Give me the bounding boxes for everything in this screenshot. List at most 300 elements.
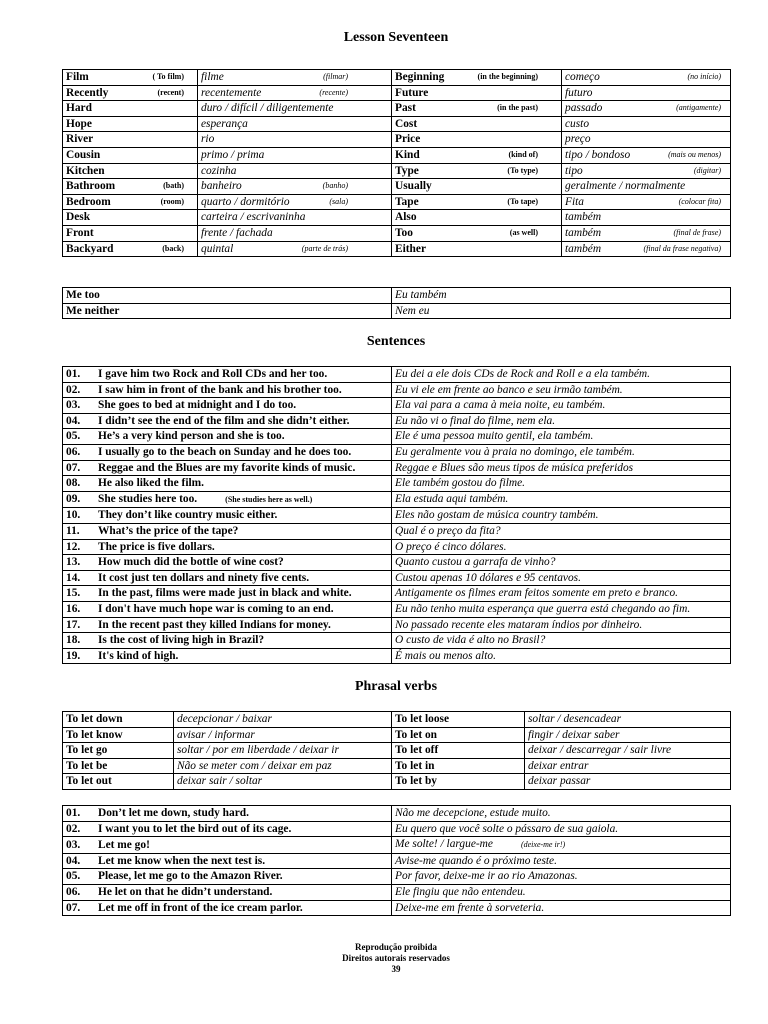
phrasal_sentences-number: 04. <box>66 854 81 867</box>
sentences-en-text: What’s the price of the tape? <box>98 524 239 537</box>
vocab-pt2-wrap <box>565 195 727 210</box>
phrasal_sentences-en <box>63 821 392 837</box>
phrasal-pt2: soltar / desencadear <box>525 712 731 728</box>
sentences-en-text: She studies here too. <box>98 492 198 505</box>
phrasal_sentences-row <box>63 806 731 822</box>
phrasal_sentences-row <box>63 900 731 916</box>
sentences-pt <box>392 367 731 383</box>
phrasal_sentences-row <box>63 869 731 885</box>
vocab-pt2-text: preço <box>565 133 591 146</box>
phrasal-en2: To let off <box>392 743 525 759</box>
vocab-pt <box>198 163 392 179</box>
phrasal_sentences-en <box>63 837 392 854</box>
vocab-en-wrap <box>66 132 194 147</box>
vocab-en-text: Front <box>66 226 94 239</box>
vocab-pt-text: frente / fachada <box>201 226 273 239</box>
vocab-en2 <box>392 147 562 163</box>
sentences-pt <box>392 539 731 555</box>
phrasal_sentences-number: 02. <box>66 822 81 835</box>
vocab-en2-wrap <box>395 242 558 257</box>
vocab-pt2-text: também <box>565 242 602 255</box>
vocab-pt2 <box>562 132 731 148</box>
phrasal_sentences-pt-hint: (deixe-me ir!) <box>520 840 566 850</box>
vocab-row <box>63 179 731 195</box>
phrasal-row <box>63 743 731 759</box>
sentences-pt <box>392 648 731 664</box>
sentences-en <box>63 539 392 555</box>
sentences-title: Sentences <box>366 334 426 349</box>
sentences-en <box>63 413 392 429</box>
vocab-row <box>63 210 731 226</box>
vocab-en-text: Hard <box>66 102 92 115</box>
vocab-en2-text: Past <box>395 102 416 115</box>
phrasal_sentences-pt-text: Me solte! / largue-me <box>395 838 493 851</box>
vocab-pt2-hint: (antigamente) <box>676 103 721 113</box>
vocab-en-hint: (back) <box>162 243 184 253</box>
sentences-pt-text: Ela vai para a cama à meia noite, eu também. <box>395 399 606 412</box>
sentences-en-text: He’s a very kind person and she is too. <box>98 430 285 443</box>
vocab-en <box>63 70 198 86</box>
vocab-pt <box>198 179 392 195</box>
vocab-en2-text: Usually <box>395 180 432 193</box>
vocab-row <box>63 85 731 101</box>
phrasal-row <box>63 774 731 790</box>
phrasal_sentences-en-text: Let me go! <box>98 838 150 851</box>
vocab-en-wrap <box>66 179 194 194</box>
vocab-pt <box>198 101 392 117</box>
vocab-pt-hint: (recente) <box>319 87 348 97</box>
vocab-en2-text: Too <box>395 226 413 239</box>
sentences-en-text: I don't have much hope war is coming to an end. <box>98 602 334 615</box>
me-en: Me too <box>63 288 392 304</box>
sentences-row <box>63 444 731 460</box>
sentences-en <box>63 444 392 460</box>
sentences-en-text: I saw him in front of the bank and his brother too. <box>98 383 342 396</box>
vocab-pt2-text: passado <box>565 102 603 115</box>
phrasal_sentences-pt <box>392 884 731 900</box>
vocab-en <box>63 194 198 210</box>
vocab-en2-hint: (To type) <box>507 165 538 175</box>
vocab-en-wrap <box>66 117 194 132</box>
sentences-row <box>63 570 731 586</box>
vocab-pt2-wrap <box>565 86 727 101</box>
vocab-pt-wrap <box>201 226 388 241</box>
vocab-row <box>63 225 731 241</box>
phrasal_sentences-en-text: He let on that he didn’t understand. <box>98 885 273 898</box>
vocab-en-text: Bathroom <box>66 180 116 193</box>
vocab-row <box>63 147 731 163</box>
phrasal-pt: Não se meter com / deixar em paz <box>174 758 392 774</box>
sentences-pt <box>392 570 731 586</box>
sentences-pt-text: Eu dei a ele dois CDs de Rock and Roll e a ela também. <box>395 368 650 380</box>
vocab-pt2 <box>562 241 731 257</box>
sentences-pt <box>392 633 731 649</box>
sentences-row <box>63 398 731 414</box>
vocab-pt2 <box>562 70 731 86</box>
me-pt: Eu também <box>392 288 731 304</box>
sentences-en-hint: (She studies here as well.) <box>225 494 313 504</box>
me-too-table <box>62 287 731 319</box>
vocab-pt2-wrap <box>565 101 727 116</box>
phrasal-pt2: deixar / descarregar / sair livre <box>525 743 731 759</box>
vocab-en2-wrap <box>395 195 558 210</box>
vocab-en2-text: Type <box>395 164 419 177</box>
vocab-pt2-hint: (digitar) <box>693 165 721 175</box>
sentences-pt-text: Ela estuda aqui também. <box>395 493 509 506</box>
sentences-en <box>63 367 392 383</box>
phrasal_sentences-pt <box>392 853 731 869</box>
phrasal_sentences-pt-text: Ele fingiu que não entendeu. <box>395 885 526 898</box>
phrasal-pt2: fingir / deixar saber <box>525 727 731 743</box>
phrasal-en: To let down <box>63 712 174 728</box>
vocab-pt <box>198 70 392 86</box>
vocab-pt-hint: (parte de trás) <box>301 243 348 253</box>
sentences-pt <box>392 413 731 429</box>
vocab-pt <box>198 241 392 257</box>
vocab-pt2-wrap <box>565 132 727 147</box>
me-en: Me neither <box>63 303 392 319</box>
vocab-en <box>63 179 198 195</box>
vocab-en2-text: Future <box>395 86 429 99</box>
vocab-pt2-text: também <box>565 226 602 239</box>
vocab-en2 <box>392 225 562 241</box>
sentences-pt-text: Qual é o preço da fita? <box>395 524 501 537</box>
sentences-pt-text: Ele também gostou do filme. <box>395 477 526 490</box>
sentences-en <box>63 633 392 649</box>
sentences-en-text: The price is five dollars. <box>98 540 215 553</box>
phrasal-en2: To let on <box>392 727 525 743</box>
phrasal-en2: To let loose <box>392 712 525 728</box>
vocab-pt-wrap <box>201 179 388 194</box>
vocab-en <box>63 163 198 179</box>
vocab-pt-text: duro / difícil / diligentemente <box>201 102 334 115</box>
sentences-number: 09. <box>66 492 81 505</box>
sentences-en-text: It cost just ten dollars and ninety five cents. <box>98 571 310 584</box>
sentences-number: 19. <box>66 649 81 662</box>
vocab-en2 <box>392 132 562 148</box>
vocab-pt2 <box>562 101 731 117</box>
sentences-pt <box>392 617 731 633</box>
phrasal_sentences-pt <box>392 869 731 885</box>
sentences-row <box>63 539 731 555</box>
vocab-en2 <box>392 85 562 101</box>
phrasal-en: To let be <box>63 758 174 774</box>
sentences-pt <box>392 508 731 524</box>
vocab-pt <box>198 147 392 163</box>
footer-line-2: Direitos autorais reservados <box>342 953 450 963</box>
vocab-pt2-text: geralmente / normalmente <box>565 180 686 193</box>
phrasal_sentences-en-text: Let me know when the next test is. <box>98 854 266 867</box>
vocab-en-wrap <box>66 101 194 116</box>
vocab-en-text: Bedroom <box>66 195 111 208</box>
sentences-pt-text: Eu não tenho muita esperança que guerra está chegando ao fim. <box>395 602 691 615</box>
sentences-row <box>63 460 731 476</box>
vocab-pt2-text: também <box>565 211 602 224</box>
vocab-pt-wrap <box>201 210 388 225</box>
vocab-en2-text: Cost <box>395 117 418 130</box>
sentences-pt-text: Eu vi ele em frente ao banco e seu irmão também. <box>395 383 623 396</box>
vocab-en2-text: Tape <box>395 195 419 208</box>
vocab-en2-hint: (To tape) <box>507 196 538 206</box>
vocab-table <box>62 69 731 257</box>
vocab-row <box>63 132 731 148</box>
sentences-row <box>63 601 731 617</box>
sentences-number: 18. <box>66 634 81 647</box>
sentences-number: 17. <box>66 618 81 631</box>
vocab-pt2-wrap <box>565 242 727 257</box>
vocab-pt-wrap <box>201 70 388 85</box>
vocab-en2-hint: (in the beginning) <box>477 72 538 81</box>
vocab-en2-wrap <box>395 117 558 132</box>
phrasal-row <box>63 727 731 743</box>
vocab-en <box>63 116 198 132</box>
vocab-pt-text: quarto / dormitório <box>201 195 290 208</box>
sentences-row <box>63 523 731 539</box>
vocab-en-wrap <box>66 226 194 241</box>
phrasal_sentences-en-text: I want you to let the bird out of its cage. <box>98 822 292 835</box>
vocab-pt2 <box>562 147 731 163</box>
vocab-en-wrap <box>66 195 194 210</box>
sentences-row <box>63 648 731 664</box>
phrasal_sentences-row <box>63 837 731 854</box>
vocab-en <box>63 210 198 226</box>
vocab-en2-wrap <box>395 148 558 163</box>
vocab-en2 <box>392 210 562 226</box>
phrasal-en2: To let in <box>392 758 525 774</box>
sentences-number: 03. <box>66 399 81 412</box>
sentences-row <box>63 617 731 633</box>
phrasal_sentences-number: 01. <box>66 807 81 819</box>
me-pt: Nem eu <box>392 303 731 319</box>
me-row <box>63 288 731 304</box>
sentences-en-text: In the past, films were made just in black and white. <box>98 587 352 600</box>
vocab-pt-text: esperança <box>201 117 248 130</box>
vocab-en-hint: (room) <box>160 196 184 206</box>
sentences-pt <box>392 476 731 492</box>
sentences-pt <box>392 429 731 445</box>
sentences-pt-text: O custo de vida é alto no Brasil? <box>395 634 546 647</box>
vocab-pt <box>198 116 392 132</box>
vocab-en-text: Film <box>66 71 89 83</box>
phrasal_sentences-en <box>63 900 392 916</box>
sentences-en-text: She goes to bed at midnight and I do too. <box>98 399 297 412</box>
phrasal-en: To let out <box>63 774 174 790</box>
sentences-en <box>63 523 392 539</box>
vocab-en2 <box>392 179 562 195</box>
vocab-en2-wrap <box>395 210 558 225</box>
sentences-en <box>63 508 392 524</box>
vocab-pt2-text: custo <box>565 117 590 130</box>
vocab-row <box>63 194 731 210</box>
vocab-pt-hint: (filmar) <box>323 72 348 81</box>
vocab-en-wrap <box>66 164 194 179</box>
phrasal_sentences-pt-text: Avise-me quando é o próximo teste. <box>395 854 557 867</box>
phrasal_sentences-pt-text: Por favor, deixe-me ir ao rio Amazonas. <box>395 870 578 883</box>
phrasal_sentences-en-text: Please, let me go to the Amazon River. <box>98 870 283 883</box>
sentences-number: 13. <box>66 556 81 569</box>
sentences-number: 04. <box>66 414 81 427</box>
sentences-en-text: Is the cost of living high in Brazil? <box>98 634 265 647</box>
vocab-en2 <box>392 194 562 210</box>
vocab-pt-wrap <box>201 195 388 210</box>
sentences-row <box>63 382 731 398</box>
vocab-en2-hint: (in the past) <box>497 103 538 113</box>
vocab-en-wrap <box>66 148 194 163</box>
vocab-pt-text: cozinha <box>201 164 237 177</box>
vocab-pt2-wrap <box>565 117 727 132</box>
vocab-pt-text: recentemente <box>201 86 262 99</box>
phrasal-pt: deixar sair / soltar <box>174 774 392 790</box>
phrasal-pt: avisar / informar <box>174 727 392 743</box>
vocab-pt-text: banheiro <box>201 180 242 193</box>
footer-line-1: Reprodução proibida <box>355 942 437 952</box>
vocab-pt2-wrap <box>565 179 727 194</box>
vocab-en2 <box>392 70 562 86</box>
sentences-number: 02. <box>66 383 81 396</box>
phrasal_sentences-pt-text: Não me decepcione, estude muito. <box>395 807 551 819</box>
sentences-row <box>63 429 731 445</box>
sentences-pt <box>392 601 731 617</box>
sentences-en-text: Reggae and the Blues are my favorite kinds of music. <box>98 461 356 474</box>
sentences-pt-text: No passado recente eles mataram índios por dinheiro. <box>395 618 643 631</box>
phrasal-pt2: deixar entrar <box>525 758 731 774</box>
vocab-en-text: Hope <box>66 117 92 130</box>
vocab-pt-wrap <box>201 242 388 257</box>
vocab-pt <box>198 194 392 210</box>
vocab-pt <box>198 85 392 101</box>
phrasal_sentences-number: 03. <box>66 838 81 851</box>
vocab-pt2-hint: (final de frase) <box>673 227 721 237</box>
vocab-en <box>63 85 198 101</box>
vocab-pt-wrap <box>201 101 388 116</box>
sentences-en-text: How much did the bottle of wine cost? <box>98 556 284 569</box>
vocab-en-wrap <box>66 70 194 85</box>
vocab-en2-text: Beginning <box>395 71 445 83</box>
vocab-en <box>63 132 198 148</box>
footer <box>62 942 730 975</box>
me-row <box>63 303 731 319</box>
vocab-pt2 <box>562 116 731 132</box>
sentences-pt-text: É mais ou menos alto. <box>395 649 496 662</box>
vocab-pt-wrap <box>201 164 388 179</box>
sentences-pt <box>392 460 731 476</box>
sentences-en <box>63 555 392 571</box>
sentences-number: 07. <box>66 461 81 474</box>
sentences-row <box>63 413 731 429</box>
sentences-number: 01. <box>66 368 81 380</box>
sentences-row <box>63 508 731 524</box>
vocab-en-wrap <box>66 210 194 225</box>
vocab-en2-text: Kind <box>395 148 420 161</box>
vocab-en2 <box>392 163 562 179</box>
vocab-pt2-hint: (no início) <box>687 72 721 81</box>
sentences-number: 12. <box>66 540 81 553</box>
sentences-pt-text: Reggae e Blues são meus tipos de música preferidos <box>395 461 634 474</box>
sentences-pt <box>392 398 731 414</box>
vocab-en2-wrap <box>395 179 558 194</box>
sentences-row <box>63 555 731 571</box>
phrasal-sentences-table <box>62 805 731 916</box>
sentences-pt-text: Eu não vi o final do filme, nem ela. <box>395 414 556 427</box>
vocab-pt2-text: futuro <box>565 86 593 99</box>
vocab-en2-hint: (kind of) <box>508 149 538 159</box>
vocab-pt-hint: (sala) <box>329 196 348 206</box>
vocab-pt2 <box>562 225 731 241</box>
sentences-number: 15. <box>66 587 81 600</box>
vocab-pt-wrap <box>201 117 388 132</box>
sentences-number: 11. <box>66 524 80 537</box>
vocab-pt2-wrap <box>565 70 727 85</box>
vocab-en2-wrap <box>395 70 558 85</box>
lesson-title: Lesson Seventeen <box>343 30 449 45</box>
phrasal_sentences-en-text: Don’t let me down, study hard. <box>98 807 249 819</box>
vocab-pt-text: rio <box>201 133 215 146</box>
vocab-pt2 <box>562 163 731 179</box>
sentences-number: 16. <box>66 602 81 615</box>
sentences-number: 05. <box>66 430 81 443</box>
sentences-number: 14. <box>66 571 81 584</box>
vocab-en <box>63 147 198 163</box>
vocab-en <box>63 101 198 117</box>
sentences-en-text: I usually go to the beach on Sunday and he does too. <box>98 445 352 458</box>
sentences-en <box>63 429 392 445</box>
sentences-number: 06. <box>66 445 81 458</box>
vocab-en-text: Kitchen <box>66 164 105 177</box>
vocab-en-wrap <box>66 242 194 257</box>
phrasal_sentences-row <box>63 821 731 837</box>
vocab-en-hint: (recent) <box>157 87 184 97</box>
vocab-pt2-text: tipo <box>565 164 583 177</box>
vocab-row <box>63 163 731 179</box>
vocab-en2-wrap <box>395 164 558 179</box>
sentences-pt <box>392 444 731 460</box>
vocab-pt <box>198 132 392 148</box>
sentences-number: 10. <box>66 509 81 522</box>
phrasal-pt: soltar / por em liberdade / deixar ir <box>174 743 392 759</box>
sentences-row <box>63 476 731 492</box>
vocab-en-text: Desk <box>66 211 91 224</box>
phrasal-en: To let know <box>63 727 174 743</box>
sentences-en <box>63 476 392 492</box>
phrasal_sentences-number: 07. <box>66 901 81 914</box>
sentences-pt-text: O preço é cinco dólares. <box>395 540 507 553</box>
vocab-pt-text: quintal <box>201 242 234 255</box>
phrasal-row <box>63 758 731 774</box>
sentences-en <box>63 382 392 398</box>
vocab-row <box>63 70 731 86</box>
sentences-row <box>63 367 731 383</box>
sentences-en-text: It's kind of high. <box>98 649 179 662</box>
vocab-pt2 <box>562 210 731 226</box>
phrasal_sentences-en <box>63 853 392 869</box>
sentences-pt-text: Quanto custou a garrafa de vinho? <box>395 556 556 569</box>
vocab-pt2-text: começo <box>565 71 600 83</box>
vocab-pt2-wrap <box>565 210 727 225</box>
phrasal_sentences-number: 06. <box>66 885 81 898</box>
phrasal_sentences-pt <box>392 900 731 916</box>
sentences-en-text: I gave him two Rock and Roll CDs and her too. <box>98 368 328 380</box>
vocab-pt-wrap <box>201 148 388 163</box>
phrasal-en: To let go <box>63 743 174 759</box>
vocab-pt-hint: (banho) <box>322 181 348 191</box>
sentences-pt-text: Antigamente os filmes eram feitos somente em preto e branco. <box>395 587 679 600</box>
sentences-en <box>63 398 392 414</box>
vocab-pt2 <box>562 194 731 210</box>
vocab-pt-text: carteira / escrivaninha <box>201 211 306 224</box>
sentences-en <box>63 570 392 586</box>
vocab-en2-text: Either <box>395 242 427 255</box>
sentences-en <box>63 648 392 664</box>
